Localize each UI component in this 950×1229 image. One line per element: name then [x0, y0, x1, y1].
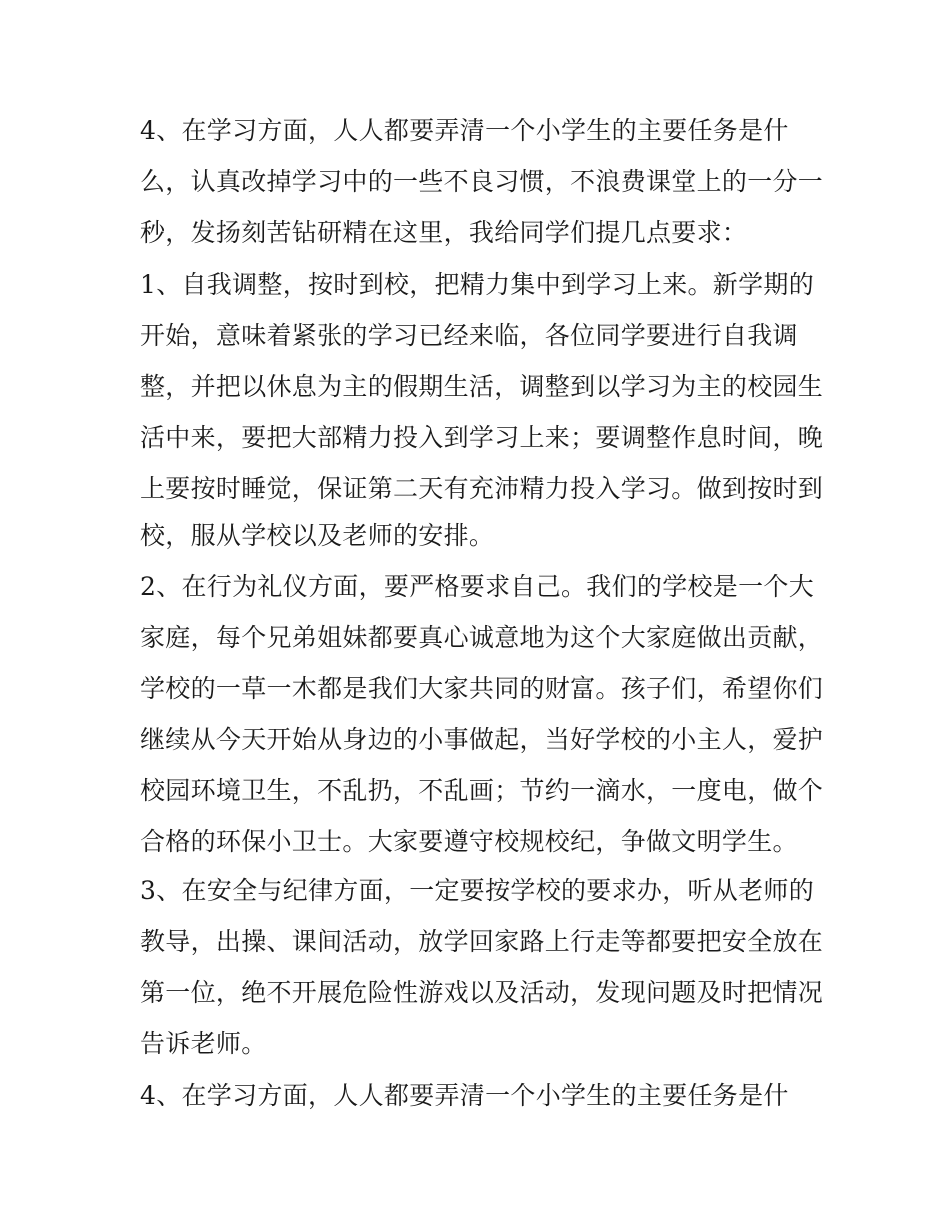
- text-line: 2、在行为礼仪方面，要严格要求自己。我们的学校是一个大: [140, 572, 815, 601]
- text-line: 么，认真改掉学习中的一些不良习惯，不浪费课堂上的一分一: [140, 167, 824, 196]
- text-line: 3、在安全与纪律方面，一定要按学校的要求办，听从老师的: [140, 876, 815, 905]
- text-line: 家庭，每个兄弟姐妹都要真心诚意地为这个大家庭做出贡献，: [140, 623, 824, 652]
- text-line: 1、自我调整，按时到校，把精力集中到学习上来。新学期的: [140, 270, 815, 299]
- text-line: 告诉老师。: [140, 1029, 267, 1058]
- text-line: 学校的一草一木都是我们大家共同的财富。孩子们，希望你们: [140, 674, 824, 703]
- text-line: 4、在学习方面，人人都要弄清一个小学生的主要任务是什: [140, 1081, 789, 1110]
- text-line: 活中来，要把大部精力投入到学习上来；要调整作息时间，晚: [140, 423, 824, 452]
- text-line: 继续从今天开始从身边的小事做起，当好学校的小主人，爱护: [140, 725, 824, 754]
- text-line: 第一位，绝不开展危险性游戏以及活动，发现问题及时把情况: [140, 978, 824, 1007]
- text-line: 上要按时睡觉，保证第二天有充沛精力投入学习。做到按时到: [140, 474, 824, 503]
- text-line: 秒，发扬刻苦钻研精在这里，我给同学们提几点要求：: [140, 218, 748, 247]
- text-line: 合格的环保小卫士。大家要遵守校规校纪，争做文明学生。: [140, 827, 798, 856]
- text-line: 教导，出操、课间活动，放学回家路上行走等都要把安全放在: [140, 927, 824, 956]
- text-line: 校园环境卫生，不乱扔，不乱画；节约一滴水，一度电，做个: [140, 776, 824, 805]
- text-line: 4、在学习方面，人人都要弄清一个小学生的主要任务是什: [140, 116, 789, 145]
- text-line: 整，并把以休息为主的假期生活，调整到以学习为主的校园生: [140, 372, 824, 401]
- text-line: 开始，意味着紧张的学习已经来临，各位同学要进行自我调: [140, 321, 798, 350]
- text-line: 校，服从学校以及老师的安排。: [140, 521, 495, 550]
